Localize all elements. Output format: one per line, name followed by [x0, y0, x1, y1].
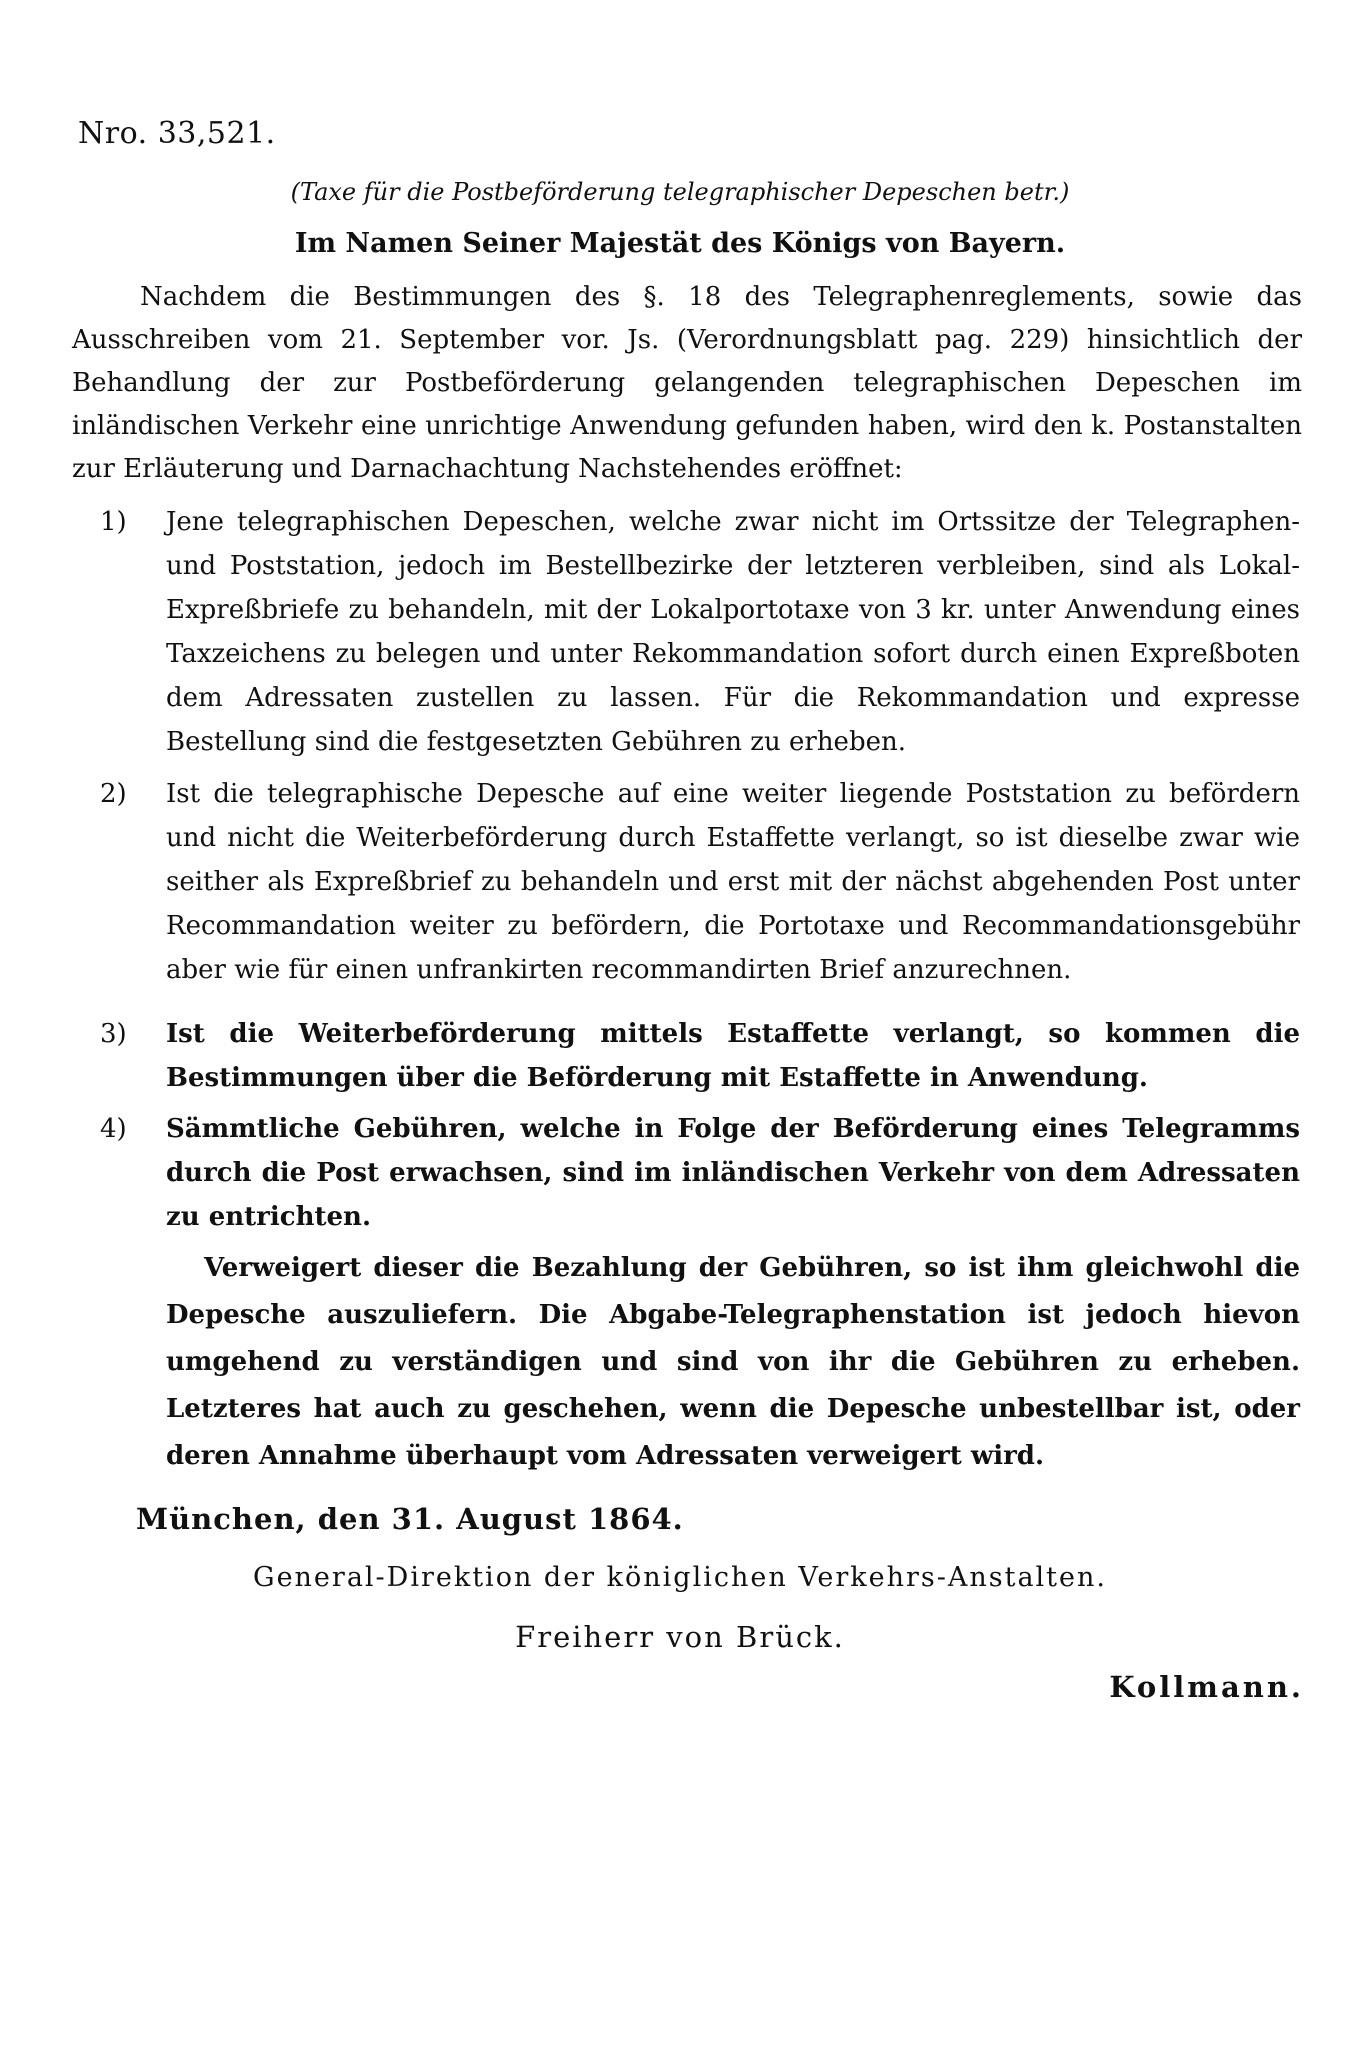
issuing-authority: General-Direktion der königlichen Verkehrs-Anstalten.: [253, 1562, 1107, 1593]
document-subject: (Taxe für die Postbeförderung telegraphischer Depeschen betr.): [290, 178, 1070, 206]
provision-number: 1): [100, 507, 127, 537]
provision-text: Sämmtliche Gebühren, welche in Folge der Beförderung eines Telegramms durch die Post erwachsen, sind im inländischen Verkehr von dem Adressaten zu entrichten.: [166, 1114, 1300, 1232]
provision-text: Jene telegraphischen Depeschen, welche zwar nicht im Ortssitze der Telegraphen- und Poststation, jedoch im Bestellbezirke der letzteren verbleiben, sind als Lokal-Expreßbriefe zu behandeln, mit der Lokalportotaxe von 3 kr. unter Anwendung eines Taxzeichens zu belegen und unter Rekommandation sofort durch einen Expreßboten dem Adressaten zustellen zu lassen. Für die Rekommandation und expresse Bestellung sind die festgesetzten Gebühren zu erheben.: [166, 507, 1300, 757]
signatory-name: Freiherr von Brück.: [515, 1620, 845, 1654]
closing-paragraph: Verweigert dieser die Bezahlung der Gebühren, so ist ihm gleichwohl die Depesche auszuliefern. Die Abgabe-Telegraphenstation ist jedoch hievon umgehend zu verständigen und sind von ihr die Gebühren zu erheben. Letzteres hat auch zu geschehen, wenn die Depesche unbestellbar ist, oder deren Annahme überhaupt vom Adressaten verweigert wird.: [166, 1253, 1300, 1471]
provision-item-2: [100, 772, 1300, 992]
royal-heading: Im Namen Seiner Majestät des Königs von Bayern.: [294, 228, 1066, 259]
countersignature: Kollmann.: [1109, 1670, 1304, 1704]
place-and-date: München, den 31. August 1864.: [136, 1502, 684, 1536]
document-number: Nro. 33,521.: [78, 116, 276, 151]
provision-item-4: [100, 1107, 1300, 1239]
provision-item-3: [100, 1012, 1300, 1100]
provision-item-1: [100, 500, 1300, 764]
intro-paragraph: Nachdem die Bestimmungen des §. 18 des Telegraphenreglements, sowie das Ausschreiben vom 21. September vor. Js. (Verordnungsblatt pag. 229) hinsichtlich der Behandlung der zur Postbeförderung gelangenden telegraphischen Depeschen im inländischen Verkehr eine unrichtige Anwendung gefunden haben, wird den k. Postanstalten zur Erläuterung und Darnachachtung Nachstehendes eröffnet:: [72, 282, 1302, 484]
provision-number: 2): [100, 779, 127, 809]
provision-number: 4): [100, 1114, 127, 1144]
provision-text: Ist die telegraphische Depesche auf eine weiter liegende Poststation zu befördern und nicht die Weiterbeförderung durch Estaffette verlangt, so ist dieselbe zwar wie seither als Expreßbrief zu behandeln und erst mit der nächst abgehenden Post unter Recommandation weiter zu befördern, die Portotaxe und Recommandationsgebühr aber wie für einen unfrankirten recommandirten Brief anzurechnen.: [166, 779, 1300, 985]
provision-number: 3): [100, 1019, 127, 1049]
provision-text: Ist die Weiterbeförderung mittels Estaffette verlangt, so kommen die Bestimmungen über die Beförderung mit Estaffette in Anwendung.: [166, 1019, 1300, 1093]
